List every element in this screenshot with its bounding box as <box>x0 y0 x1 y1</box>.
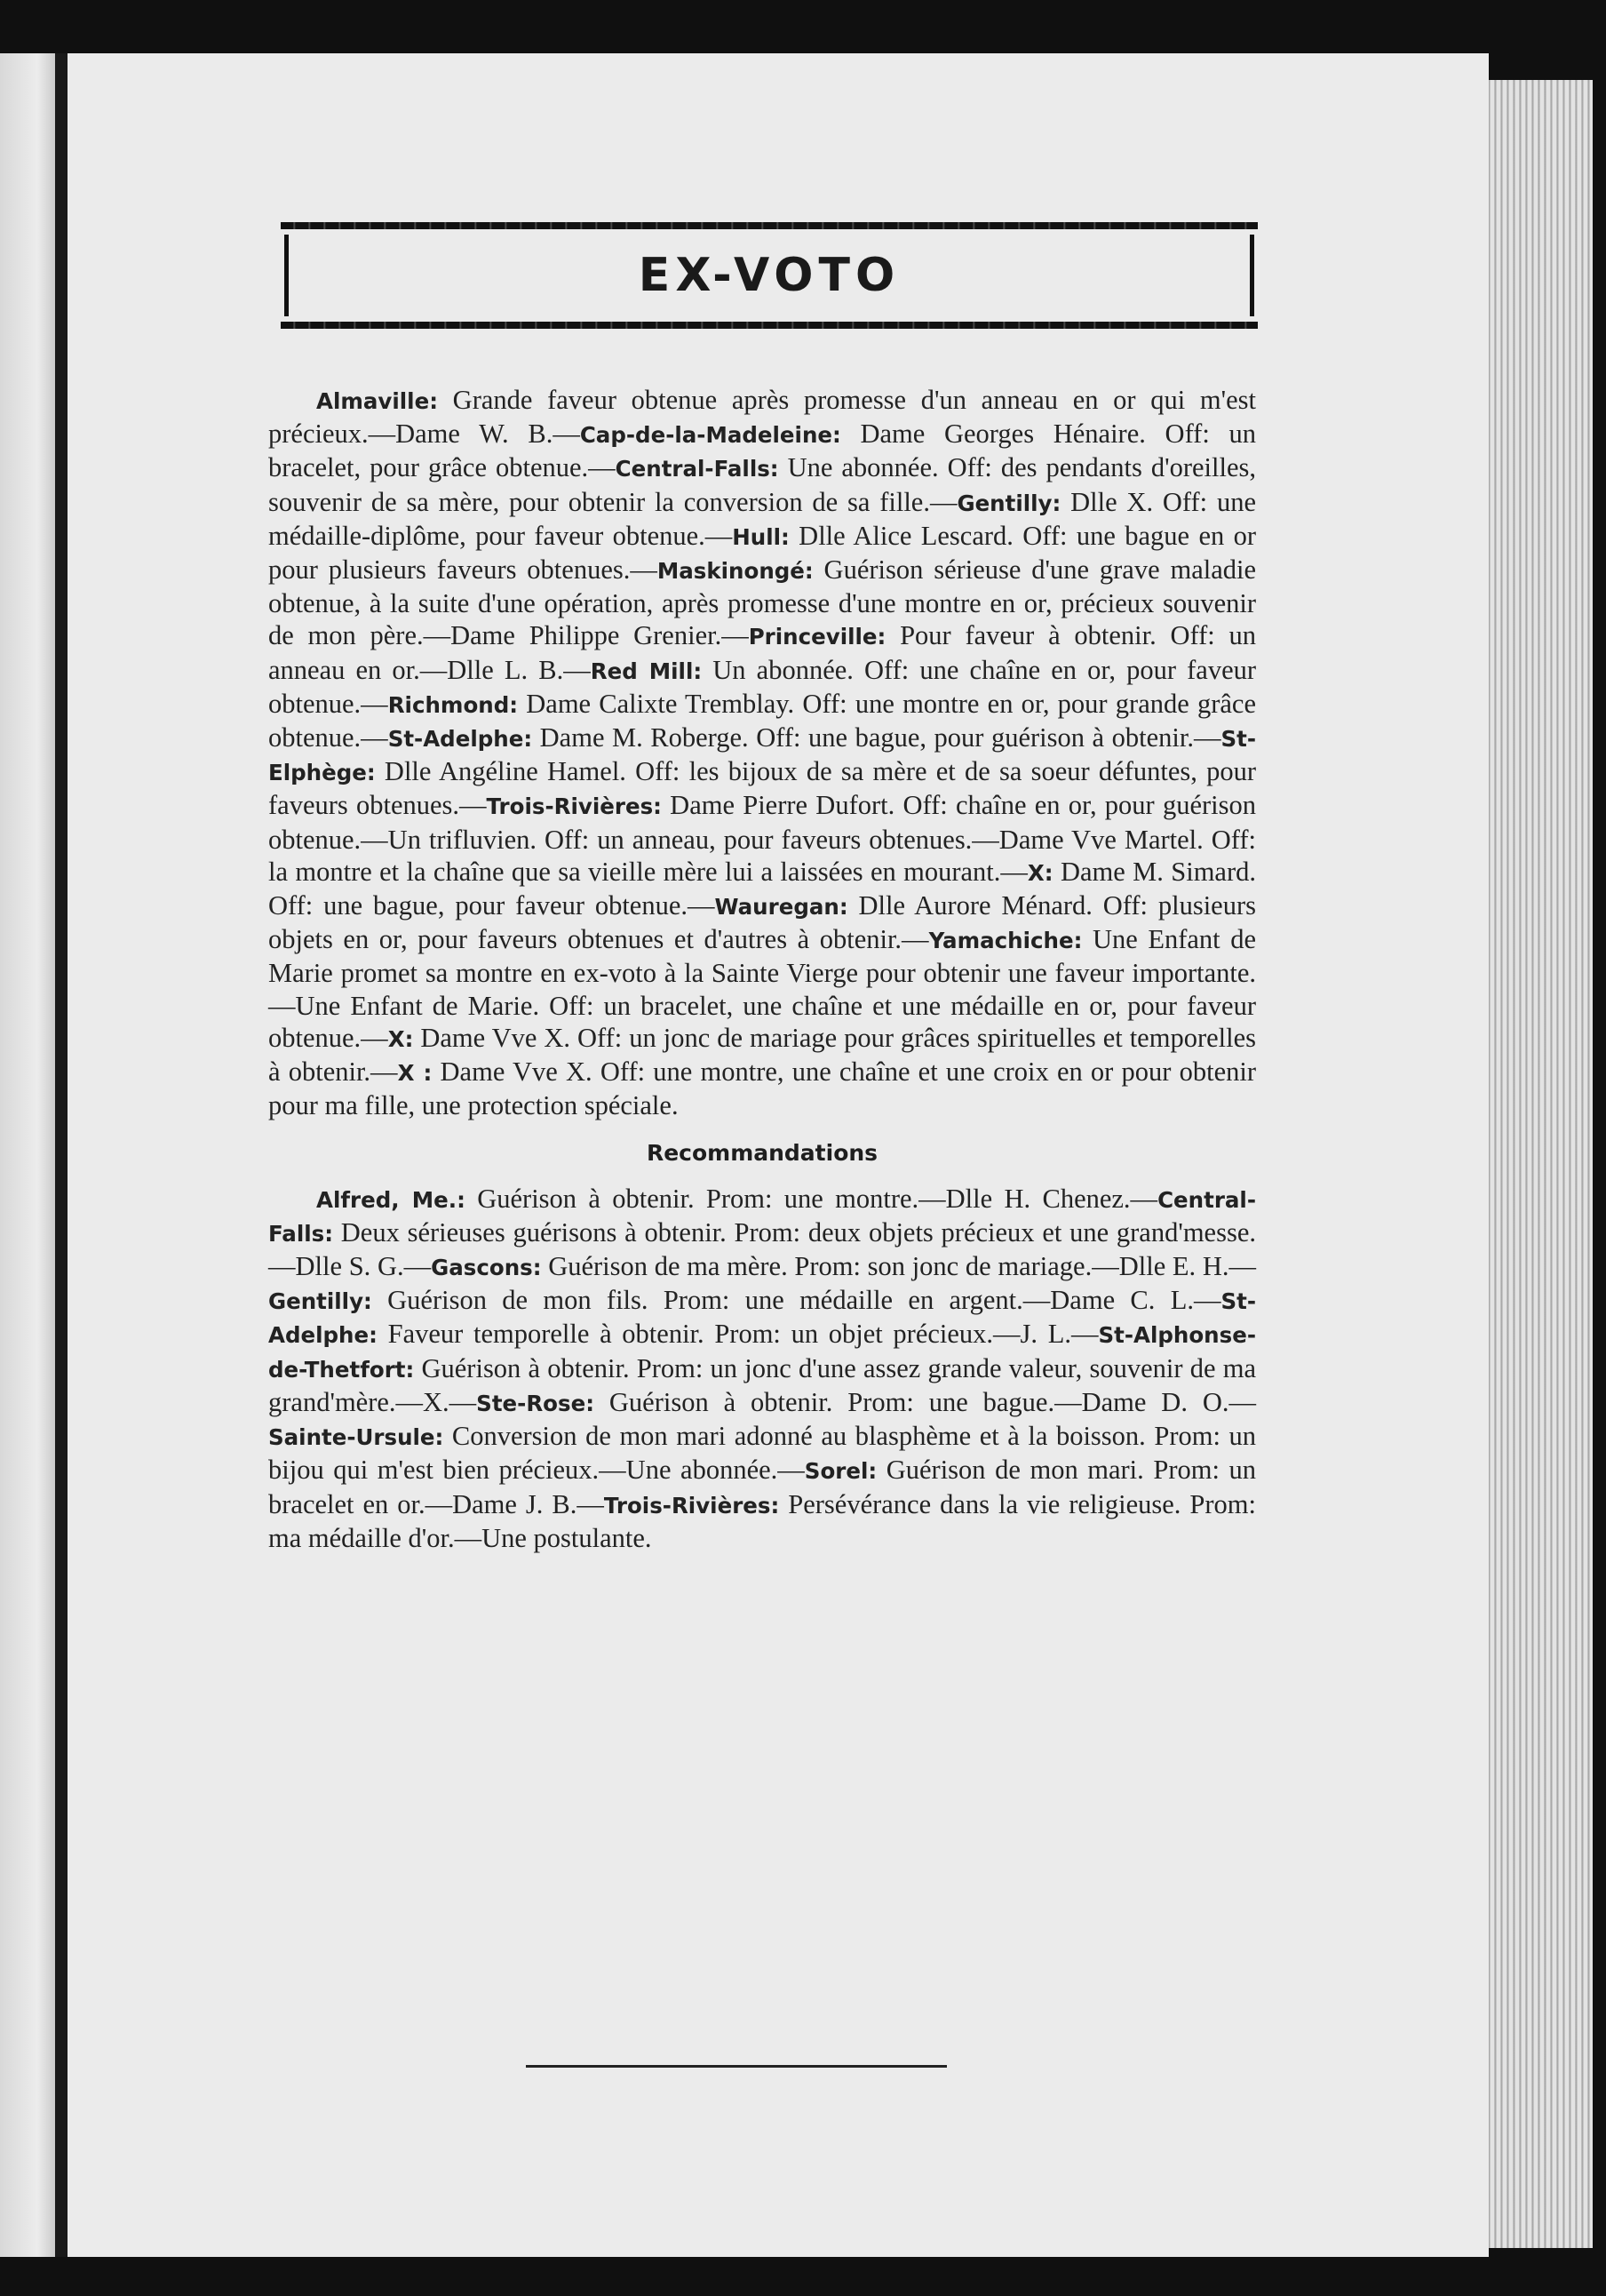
recommandation-entry-text: Conversion de mon mari adonné au blasphème et à la boisson. Prom: un bijou qui m'est bien précieux.—Une abonnée.— <box>268 1421 1256 1486</box>
page-title: EX-VOTO <box>638 249 901 302</box>
recommandation-entry-place: Gascons: <box>431 1255 542 1281</box>
exvoto-entry-text: Dame M. Roberge. Off: une bague, pour guérison à obtenir.— <box>532 722 1221 753</box>
recommandation-entry-text: Guérison à obtenir. Prom: une bague.—Dame D. O.— <box>594 1386 1256 1417</box>
recommandation-entry-text: Persévérance dans la vie religieuse. Prom: ma médaille d'or.—Une postulante. <box>268 1488 1256 1553</box>
exvoto-entry-text: Dlle Aurore Ménard. Off: plusieurs objets en or, pour faveurs obtenues et d'autres à obtenir.— <box>268 890 1256 955</box>
title-rule-bottom <box>281 322 1258 329</box>
exvoto-entry-place: X: <box>1027 859 1053 886</box>
exvoto-entry-place: Princeville: <box>748 624 886 650</box>
end-rule <box>526 2065 947 2068</box>
exvoto-entry-text: Pour faveur à obtenir. Off: un anneau en or.—Dlle L. B.— <box>268 620 1256 685</box>
exvoto-entry-place: Trois-Rivières: <box>486 793 662 820</box>
exvoto-entry-text: Grande faveur obtenue après promesse d'un anneau en or qui m'est précieux.—Dame W. B.— <box>268 385 1256 450</box>
exvoto-entry-text: Une Enfant de Marie promet sa montre en ex-voto à la Sainte Vierge pour obtenir une faveur importante.—Une Enfant de Marie. Off: un bracelet, une chaîne et une médaille en or, pour faveur obtenue.— <box>268 924 1256 1053</box>
exvoto-entry-text: Un abonnée. Off: une chaîne en or, pour faveur obtenue.— <box>268 654 1257 719</box>
recommandation-entry-place: Gentilly: <box>268 1288 372 1315</box>
recommandation-entry-place: Sorel: <box>804 1458 878 1485</box>
title-frame <box>281 222 1258 329</box>
recommandation-entry-place: Ste-Rose: <box>476 1390 595 1416</box>
exvoto-entry-text: Dlle Alice Lescard. Off: une bague en or pour plusieurs faveurs obtenues.— <box>268 520 1256 586</box>
exvoto-entry-place: Wauregan: <box>714 894 848 921</box>
recommandation-entry-text: Deux sérieuses guérisons à obtenir. Prom: deux objets précieux et une grand'messe.—Dlle S. G.— <box>268 1216 1256 1282</box>
recommandation-entry-text: Guérison de mon fils. Prom: une médaille en argent.—Dame C. L.— <box>371 1285 1221 1316</box>
exvoto-entry-place: Hull: <box>732 523 790 550</box>
facing-page-edge <box>0 53 62 2257</box>
exvoto-entry-place: Maskinongé: <box>656 558 814 585</box>
recommandations-heading: Recommandations <box>646 1140 879 1167</box>
recommandation-entry-place: St-Alphonse-de-Thetfort: <box>268 1322 1256 1383</box>
exvoto-entry-text: Une abonnée. Off: des pendants d'oreilles, souvenir de sa mère, pour obtenir la conversion de sa fille.— <box>268 452 1256 517</box>
recommandation-entry-place: St-Adelphe: <box>268 1288 1256 1349</box>
recommandation-entry-text: Faveur temporelle à obtenir. Prom: un objet précieux.—J. L.— <box>377 1319 1099 1350</box>
exvoto-entry-text: Dame Calixte Tremblay. Off: une montre en or, pour grande grâce obtenue.— <box>268 688 1256 753</box>
exvoto-entry-place: Almaville: <box>316 388 438 414</box>
exvoto-entry-place: Red Mill: <box>590 658 703 684</box>
exvoto-entry-place: Yamachiche: <box>928 928 1083 954</box>
recommandation-entry-text: Guérison de ma mère. Prom: son jonc de mariage.—Dlle E. H.— <box>541 1251 1257 1282</box>
exvoto-entry-text: Dame Pierre Dufort. Off: chaîne en or, pour guérison obtenue.—Un trifluvien. Off: un anneau, pour faveurs obtenues.—Dame Vve Martel. Off: la montre et la chaîne que sa vieille mère lui a laissées en mourant.— <box>268 790 1256 887</box>
title-rule-top <box>281 222 1258 229</box>
recommandation-entry-place: Central-Falls: <box>268 1186 1256 1247</box>
exvoto-entry-text: Dame M. Simard. Off: une bague, pour faveur obtenue.— <box>268 856 1256 921</box>
recommandations-paragraph <box>268 1183 1256 1554</box>
recommandation-entry-place: Alfred, Me.: <box>316 1186 465 1213</box>
recommandation-entry-place: Sainte-Ursule: <box>268 1424 444 1451</box>
exvoto-entry-place: Richmond: <box>387 691 519 718</box>
exvoto-entry-place: X: <box>387 1025 414 1052</box>
exvoto-paragraph <box>268 384 1256 1121</box>
exvoto-entry-text: Dame Vve X. Off: une montre, une chaîne et une croix en or pour obtenir pour ma fille, une protection spéciale. <box>268 1056 1257 1121</box>
exvoto-entry-text: Dlle X. Off: une médaille-diplôme, pour faveur obtenue.— <box>268 486 1256 551</box>
recommandation-entry-place: Trois-Rivières: <box>603 1492 780 1519</box>
exvoto-entry-place: St-Elphège: <box>268 726 1256 786</box>
article-body <box>268 384 1256 1554</box>
book-gutter <box>55 53 68 2257</box>
recommandation-entry-text: Guérison de mon mari. Prom: un bracelet en or.—Dame J. B.— <box>268 1455 1256 1519</box>
recommandation-entry-text: Guérison à obtenir. Prom: une montre.—Dlle H. Chenez.— <box>465 1183 1158 1214</box>
exvoto-entry-place: Gentilly: <box>957 490 1061 516</box>
title-bar-right <box>1250 235 1254 316</box>
exvoto-entry-place: St-Adelphe: <box>387 726 533 753</box>
exvoto-entry-text: Dlle Angéline Hamel. Off: les bijoux de sa mère et de sa soeur défuntes, pour faveurs obtenues.— <box>268 756 1256 821</box>
exvoto-entry-text: Dame Vve X. Off: un jonc de mariage pour grâces spirituelles et temporelles à obtenir.— <box>268 1022 1256 1088</box>
recommandation-entry-text: Guérison à obtenir. Prom: un jonc d'une assez grande valeur, souvenir de ma grand'mère.—X.— <box>268 1352 1256 1417</box>
exvoto-entry-place: Cap-de-la-Madeleine: <box>579 422 841 449</box>
exvoto-entry-place: Central-Falls: <box>615 456 779 482</box>
exvoto-entry-text: Dame Georges Hénaire. Off: un bracelet, pour grâce obtenue.— <box>268 419 1256 483</box>
exvoto-entry-place: X : <box>397 1060 433 1087</box>
exvoto-entry-text: Guérison sérieuse d'une grave maladie obtenue, à la suite d'une opération, après promesse d'une montre en or, précieux souvenir de mon père.—Dame Philippe Grenier.— <box>268 554 1257 651</box>
